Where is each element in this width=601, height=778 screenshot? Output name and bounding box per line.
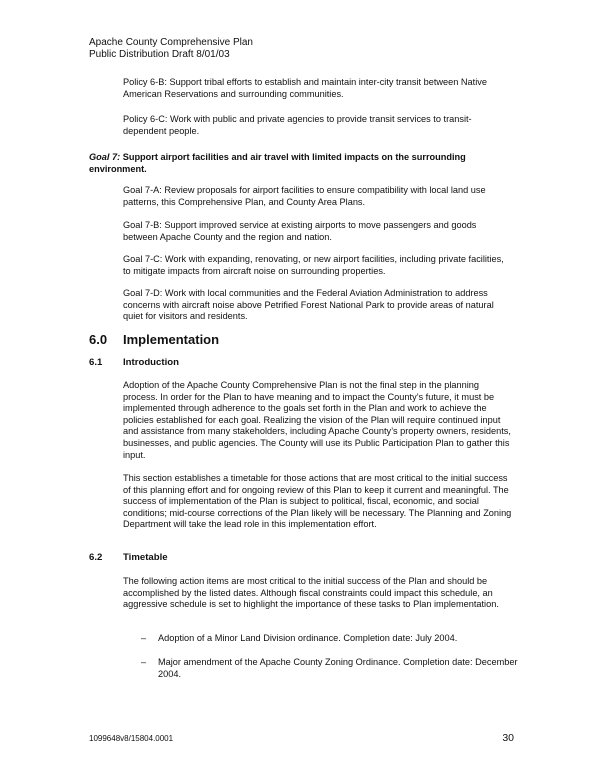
- section-6-1-number: 6.1: [89, 357, 103, 368]
- policy-6c: Policy 6-C: Work with public and private agencies to provide transit services to transit-dependent people.: [123, 114, 472, 136]
- section-6-2-title: Timetable: [123, 552, 168, 563]
- timetable-paragraph: The following action items are most critical to the initial success of the Plan and should be accomplished by the listed dates. Although fiscal constraints could impact this schedule, an aggressive schedule is set to highlight the importance of these tasks to Plan implementation.: [123, 576, 499, 610]
- goal-7c: Goal 7-C: Work with expanding, renovating, or new airport facilities, including private facilities, to mitigate impacts from aircraft noise on surrounding properties.: [123, 254, 504, 276]
- policy-6b: Policy 6-B: Support tribal efforts to establish and maintain inter-city transit between Native American Reservations and surrounding communities.: [123, 77, 487, 99]
- header-title: Apache County Comprehensive Plan: [89, 37, 253, 48]
- goal-7-text: Support airport facilities and air travel with limited impacts on the surrounding environment.: [89, 152, 466, 174]
- goal-7-heading: [89, 152, 519, 175]
- goal-7b: Goal 7-B: Support improved service at existing airports to move passengers and goods between Apache County and the region and nation.: [123, 220, 477, 242]
- page-header: [89, 37, 253, 61]
- section-6-title: Implementation: [123, 332, 220, 347]
- document-id: 1099648v8/15804.0001: [89, 734, 174, 743]
- timetable-item: Adoption of a Minor Land Division ordinance. Completion date: July 2004.: [158, 633, 458, 643]
- section-6-2-number: 6.2: [89, 552, 103, 563]
- bullet-mark: –: [141, 657, 147, 667]
- goal-7-lead: Goal 7:: [89, 152, 121, 162]
- section-6-1-title: Introduction: [123, 357, 179, 368]
- section-6-1-heading: [89, 357, 489, 369]
- page-number: 30: [502, 732, 514, 744]
- goal-7d: Goal 7-D: Work with local communities and the Federal Aviation Administration to address concerns with aircraft noise above Petrified Forest National Park to provide areas of natural quiet for visitors and residents.: [123, 288, 494, 322]
- section-6-2-heading: [89, 552, 489, 564]
- introduction-paragraph-2: This section establishes a timetable for those actions that are most critical to the initial success of this planning effort and for ongoing review of this Plan to keep it current and meaningful. The success of implementation of the Plan is subject to political, fiscal, economic, and social conditions; mid-course corrections of the Plan likely will be necessary. The Planning and Zoning Department will take the lead role in this implementation effort.: [123, 473, 512, 530]
- goal-7a: Goal 7-A: Review proposals for airport facilities to ensure compatibility with local land use patterns, this Comprehensive Plan, and County Area Plans.: [123, 185, 486, 207]
- timetable-item: Major amendment of the Apache County Zoning Ordinance. Completion date: December 2004.: [158, 657, 518, 679]
- section-6-heading: [89, 332, 489, 348]
- bullet-mark: –: [141, 633, 147, 643]
- header-draft-line: Public Distribution Draft 8/01/03: [89, 49, 230, 60]
- introduction-paragraph-1: Adoption of the Apache County Comprehensive Plan is not the final step in the planning process. In order for the Plan to have meaning and to impact the County’s future, it must be implemented through adherence to the goals set forth in the Plan and work to achieve the policies established for each goal. Realizing the vision of the Plan will require continued input and assistance from many stakeholders, including Apache County’s property owners, residents, businesses, and public agencies. The County will use its Public Participation Plan to gather this input.: [123, 380, 511, 460]
- section-6-number: 6.0: [89, 332, 108, 347]
